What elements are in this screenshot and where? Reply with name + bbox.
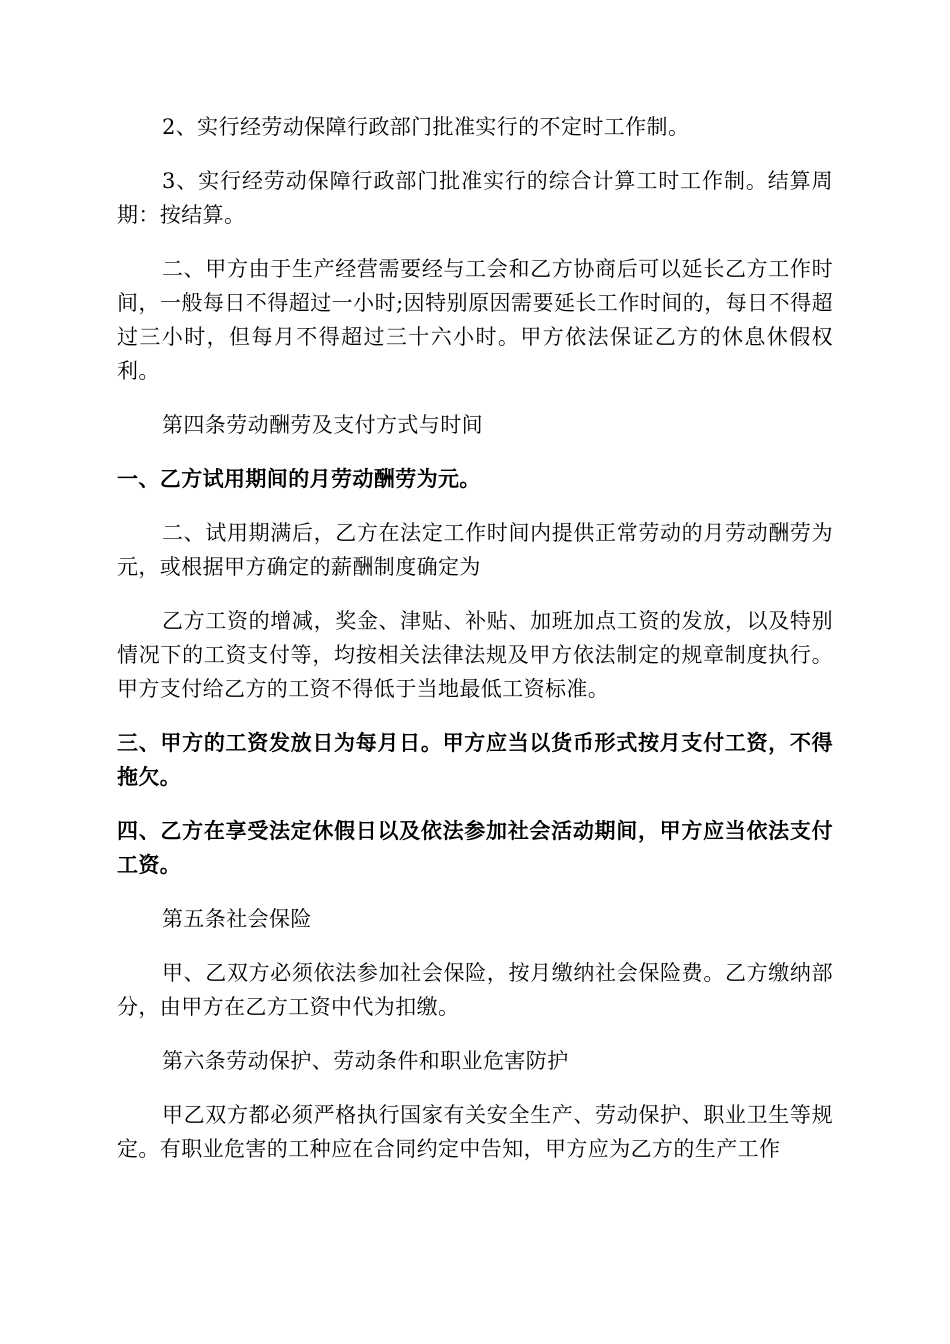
paragraph-payday: 三、甲方的工资发放日为每月日。甲方应当以货币形式按月支付工资，不得拖欠。 <box>117 731 833 789</box>
article-5-heading: 第五条社会保险 <box>162 907 312 931</box>
paragraph-social-insurance: 甲、乙双方必须依法参加社会保险，按月缴纳社会保险费。乙方缴纳部分，由甲方在乙方工资中代为扣缴。 <box>117 961 833 1019</box>
paragraph-clause-3: 3、实行经劳动保障行政部门批准实行的综合计算工时工作制。结算周期：按结算。 <box>117 169 833 227</box>
paragraph-wage-adjustment: 乙方工资的增减，奖金、津贴、补贴、加班加点工资的发放，以及特别情况下的工资支付等，均按相关法律法规及甲方依法制定的规章制度执行。甲方支付给乙方的工资不得低于当地最低工资标准。 <box>117 609 833 701</box>
paragraph-overtime: 二、甲方由于生产经营需要经与工会和乙方协商后可以延长乙方工作时间，一般每日不得超过一小时;因特别原因需要延长工作时间的，每日不得超过三小时，但每月不得超过三十六小时。甲方依法保证乙方的休息休假权利。 <box>117 257 833 383</box>
paragraph-clause-2: 2、实行经劳动保障行政部门批准实行的不定时工作制。 <box>162 115 690 139</box>
paragraph-holiday-pay: 四、乙方在享受法定休假日以及依法参加社会活动期间，甲方应当依法支付工资。 <box>117 819 833 877</box>
document-page <box>117 110 833 1186</box>
paragraph-safety: 甲乙双方都必须严格执行国家有关安全生产、劳动保护、职业卫生等规定。有职业危害的工种应在合同约定中告知，甲方应为乙方的生产工作 <box>117 1103 833 1161</box>
paragraph-probation-pay: 一、乙方试用期间的月劳动酬劳为元。 <box>117 467 481 491</box>
article-4-heading: 第四条劳动酬劳及支付方式与时间 <box>162 413 483 437</box>
paragraph-regular-pay: 二、试用期满后，乙方在法定工作时间内提供正常劳动的月劳动酬劳为元，或根据甲方确定的薪酬制度确定为 <box>117 521 833 579</box>
article-6-heading: 第六条劳动保护、劳动条件和职业危害防护 <box>162 1049 569 1073</box>
